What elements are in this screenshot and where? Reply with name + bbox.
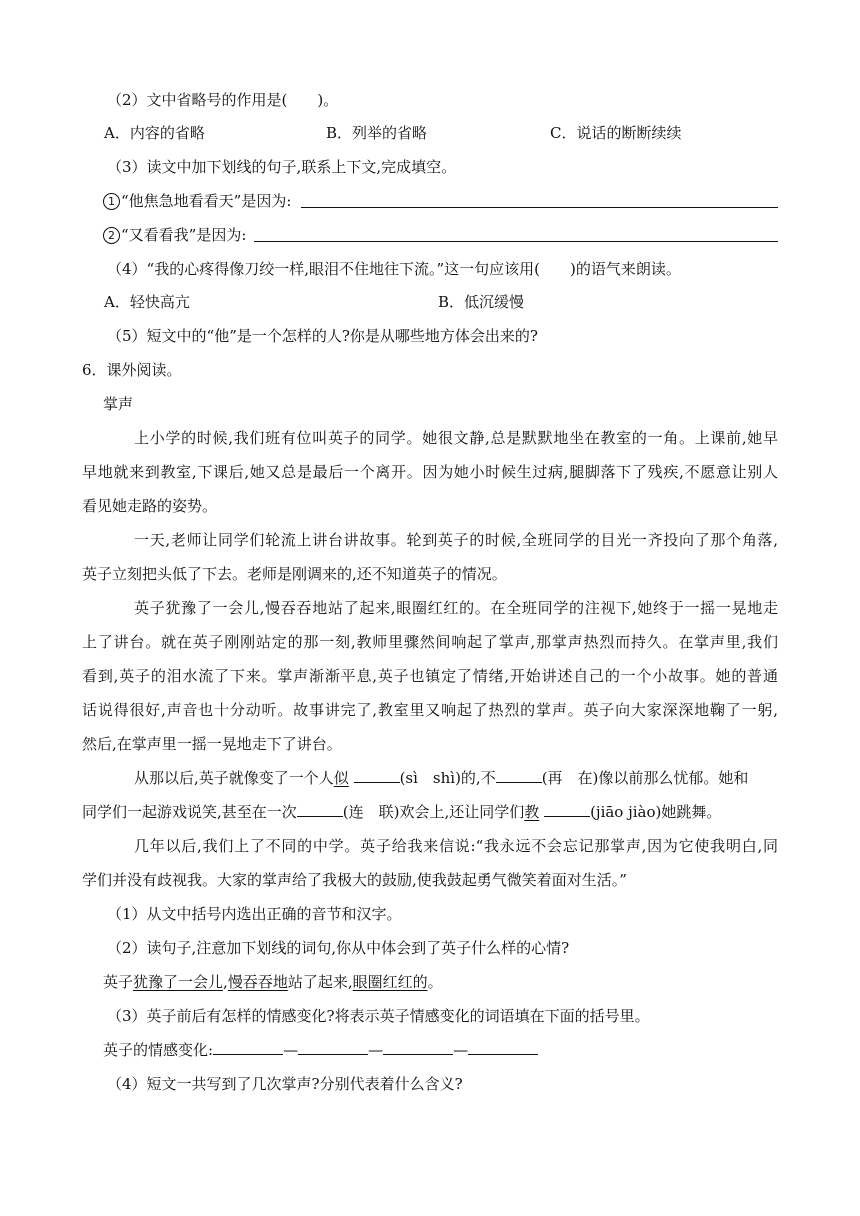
q5-sub4-option-a: A．轻快高亢 (104, 293, 190, 311)
q6-sub3: （3）英子前后有怎样的情感变化?将表示英子情感变化的词语填在下面的括号里。 (107, 1007, 650, 1025)
underlined-char: 教 (524, 803, 540, 821)
q5-sub4: （4）“我的心疼得像刀绞一样,眼泪不住地往下流。”这一句应该用( )的语气来朗读。 (107, 260, 681, 278)
q5-sub3-item-1-text: “他焦急地看看天”是因为: (121, 192, 292, 210)
paragraph-line: 英子立刻把头低了下去。老师是刚调来的,还不知道英子的情况。 (82, 565, 507, 583)
q5-sub2-option-a: A．内容的省略 (104, 124, 205, 142)
q6-sub4: （4）短文一共写到了几次掌声?分别代表着什么含义? (107, 1075, 463, 1093)
paragraph-line: 上了讲台。就在英子刚刚站定的那一刻,教师里骤然间响起了掌声,那掌声热烈而持久。在掌声里,我们 (82, 633, 778, 651)
paragraph-line: 学们并没有歧视我。大家的掌声给了我极大的鼓励,使我鼓起勇气微笑着面对生活。” (82, 871, 627, 889)
answer-blank[interactable] (496, 768, 542, 783)
answer-blank[interactable] (354, 768, 400, 783)
answer-line[interactable] (254, 241, 778, 242)
q6-sub3-emotion-line: 英子的情感变化: — — — (103, 1039, 538, 1061)
answer-blank[interactable] (468, 1040, 538, 1055)
circled-number: 2 (103, 227, 120, 244)
q6-sub2: （2）读句子,注意加下划线的词句,你从中体会到了英子什么样的心情? (107, 939, 570, 957)
q5-sub2-option-c: C．说话的断断续续 (550, 124, 682, 142)
answer-blank[interactable] (298, 1040, 368, 1055)
paragraph-line: 英子犹豫了一会儿,慢吞吞地站了起来,眼圈红红的。在全班同学的注视下,她终于一摇一晃地走 (134, 599, 778, 617)
paragraph-line: 早地就来到教室,下课后,她又总是最后一个离开。因为她小时候生过病,腿脚落下了残疾,不愿意让别人 (82, 463, 778, 481)
q5-sub5: （5）短文中的“他”是一个怎样的人?你是从哪些地方体会出来的? (107, 327, 538, 345)
answer-blank[interactable] (383, 1040, 453, 1055)
underlined-phrase: 犹豫了一会儿 (133, 973, 224, 991)
passage-title: 掌声 (103, 395, 134, 413)
paragraph-line-with-blanks: 同学们一起游戏说笑,甚至在一次 (连 联)欢会上,还让同学们教 (jiāo jiào)她跳舞。 (82, 803, 722, 821)
answer-line[interactable] (301, 207, 778, 208)
underlined-phrase: 眼圈红红的 (352, 973, 428, 991)
answer-blank[interactable] (544, 802, 590, 817)
q5-sub2: （2）文中省略号的作用是( )。 (107, 91, 339, 109)
q5-sub3-item-1 (103, 190, 291, 212)
q6-heading: 6．课外阅读。 (82, 361, 182, 379)
q6-sub1: （1）从文中括号内选出正确的音节和汉字。 (107, 905, 402, 923)
paragraph-line: 几年以后,我们上了不同的中学。英子给我来信说:“我永远不会忘记那掌声,因为它使我明白,同 (134, 837, 778, 855)
q5-sub3-item-2-text: “又看看我”是因为: (121, 226, 247, 244)
answer-blank[interactable] (213, 1040, 283, 1055)
paragraph-line: 然后,在掌声里一摇一晃地走下了讲台。 (82, 735, 342, 753)
answer-blank[interactable] (297, 802, 343, 817)
paragraph-line: 上小学的时候,我们班有位叫英子的同学。她很文静,总是默默地坐在教室的一角。上课前,她早 (134, 429, 778, 447)
paragraph-line: 话说得很好,声音也十分动听。故事讲完了,教室里又响起了热烈的掌声。英子向大家深深地鞠了一躬, (82, 701, 778, 719)
paragraph-line: 一天,老师让同学们轮流上讲台讲故事。轮到英子的时候,全班同学的目光一齐投向了那个角落, (134, 531, 778, 549)
paragraph-line: 看到,英子的泪水流了下来。掌声渐渐平息,英子也镇定了情绪,开始讲述自己的一个小故事。她的普通 (82, 667, 778, 685)
underlined-char: 似 (333, 769, 349, 787)
q5-sub3: （3）读文中加下划线的句子,联系上下文,完成填空。 (107, 158, 457, 176)
paragraph-line: 看见她走路的姿势。 (82, 497, 218, 515)
underlined-phrase: 慢吞吞地 (227, 973, 288, 991)
q5-sub3-item-2 (103, 224, 246, 246)
paragraph-line-with-blanks: 从那以后,英子就像变了一个人似 (sì shì)的,不 (再 在)像以前那么忧郁。她和 (134, 769, 749, 787)
q5-sub4-option-b: B．低沉缓慢 (438, 293, 525, 311)
q5-sub2-option-b: B．列举的省略 (326, 124, 428, 142)
circled-number: 1 (103, 193, 120, 210)
q6-sub2-sentence: 英子犹豫了一会儿,慢吞吞地站了起来,眼圈红红的。 (103, 973, 443, 991)
